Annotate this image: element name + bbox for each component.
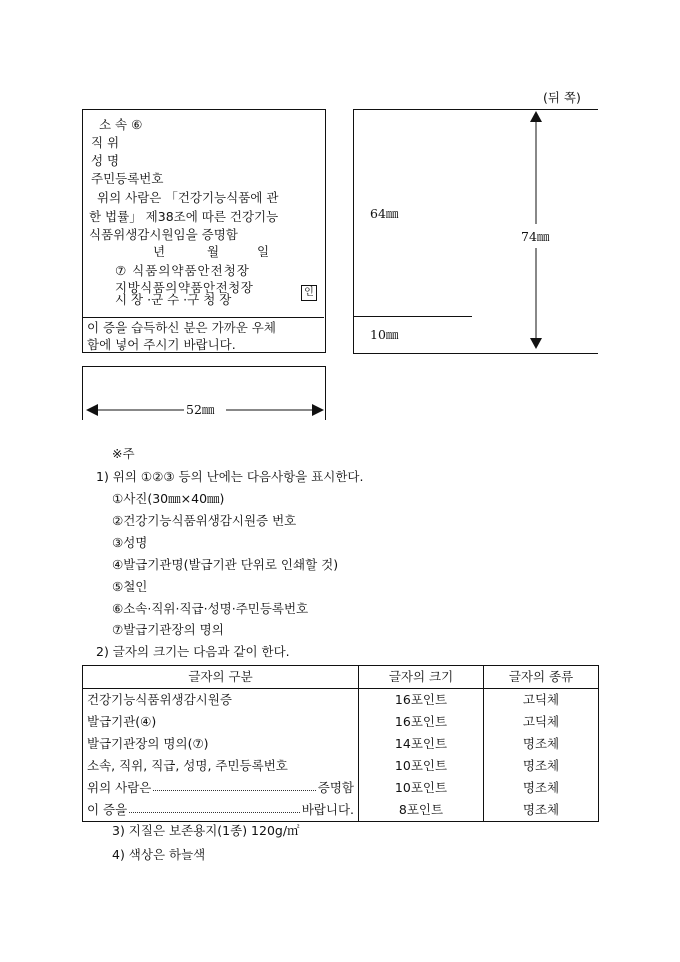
row-label (83, 777, 359, 799)
date-month: 월 (207, 244, 220, 259)
note-item-3: 3) 지질은 보존용지(1종) 120g/㎡ (112, 823, 300, 838)
note-item-4: 4) 색상은 하늘색 (112, 847, 206, 862)
seal-mark: 인 (301, 285, 317, 301)
cert-text-line2: 한 법률」 제38조에 따른 건강기능 (89, 209, 279, 224)
width-dimension: 52㎜ (186, 402, 215, 417)
row-label-end: 바랍니다. (301, 801, 354, 817)
row-typeface: 명조체 (484, 755, 599, 777)
font-spec-table (82, 665, 599, 822)
table-row (83, 755, 599, 777)
row-label-end: 증명함 (317, 779, 354, 795)
bottom-area-dimension: 10㎜ (370, 327, 399, 342)
row-typeface: 고딕체 (484, 711, 599, 733)
header-typeface: 글자의 종류 (484, 666, 599, 689)
row-typeface: 명조체 (484, 733, 599, 755)
table-row (83, 799, 599, 822)
row-typeface: 고딕체 (484, 689, 599, 712)
cert-text-line3: 식품위생감시원임을 증명함 (89, 227, 238, 242)
row-label: 발급기관장의 명의(⑦) (83, 733, 359, 755)
table-row (83, 689, 599, 712)
note-sub-item: ②건강기능식품위생감시원증 번호 (112, 513, 297, 528)
row-size: 16포인트 (359, 689, 484, 712)
table-header-row (83, 666, 599, 689)
header-category: 글자의 구분 (83, 666, 359, 689)
row-label: 건강기능식품위생감시원증 (83, 689, 359, 712)
note-item-2: 2) 글자의 크기는 다음과 같이 한다. (96, 644, 290, 659)
field-name: 성 명 (91, 153, 120, 168)
row-label-start: 위의 사람은 (87, 779, 152, 795)
note-sub-item: ④발급기관명(발급기관 단위로 인쇄할 것) (112, 557, 339, 572)
row-label-start: 이 증을 (87, 801, 128, 817)
table-row (83, 777, 599, 799)
field-position: 직 위 (91, 135, 120, 150)
id-card-front (82, 109, 326, 353)
note-item-1: 1) 위의 ①②③ 등의 난에는 다음사항을 표시한다. (96, 469, 364, 484)
row-size: 14포인트 (359, 733, 484, 755)
date-year: 년 (153, 244, 166, 259)
row-size: 16포인트 (359, 711, 484, 733)
issuer-mfds: ⑦ 식품의약품안전청장 (115, 263, 250, 278)
note-sub-item: ⑦발급기관장의 명의 (112, 622, 224, 637)
notice-line2: 함에 넣어 주시기 바랍니다. (87, 337, 236, 352)
note-sub-item: ⑥소속·직위·직급·성명·주민등록번호 (112, 601, 309, 616)
cert-text-line1: 위의 사람은 「건강기능식품에 관 (97, 190, 279, 205)
table-row (83, 711, 599, 733)
row-size: 10포인트 (359, 777, 484, 799)
issuer-local: 시 장 ·군 수 ·구 청 장 (115, 292, 232, 307)
row-label: 소속, 직위, 직급, 성명, 주민등록번호 (83, 755, 359, 777)
row-size: 8포인트 (359, 799, 484, 822)
back-side-label: (뒤 쪽) (543, 90, 581, 105)
date-day: 일 (257, 244, 270, 259)
dotted-leader (153, 790, 315, 791)
back-divider (354, 316, 472, 317)
issuer-regional: 지방식품의약품안전청장 (115, 280, 254, 295)
header-size: 글자의 크기 (359, 666, 484, 689)
photo-area-dimension: 64㎜ (370, 206, 399, 221)
note-sub-item: ③성명 (112, 535, 148, 550)
field-affiliation: 소 속 ⑥ (99, 117, 143, 132)
row-typeface: 명조체 (484, 799, 599, 822)
notice-line1: 이 증을 습득하신 분은 가까운 우체 (87, 320, 276, 335)
note-sub-item: ①사진(30㎜×40㎜) (112, 491, 225, 506)
field-resident-number: 주민등록번호 (91, 171, 164, 186)
row-size: 10포인트 (359, 755, 484, 777)
row-typeface: 명조체 (484, 777, 599, 799)
row-label (83, 799, 359, 822)
notes-heading: ※주 (112, 446, 135, 461)
height-dimension: 74㎜ (521, 229, 550, 244)
card-divider (83, 317, 324, 318)
id-card-back (353, 109, 598, 354)
dotted-leader (129, 812, 300, 813)
note-sub-item: ⑤철인 (112, 579, 148, 594)
table-row (83, 733, 599, 755)
row-label: 발급기관(④) (83, 711, 359, 733)
